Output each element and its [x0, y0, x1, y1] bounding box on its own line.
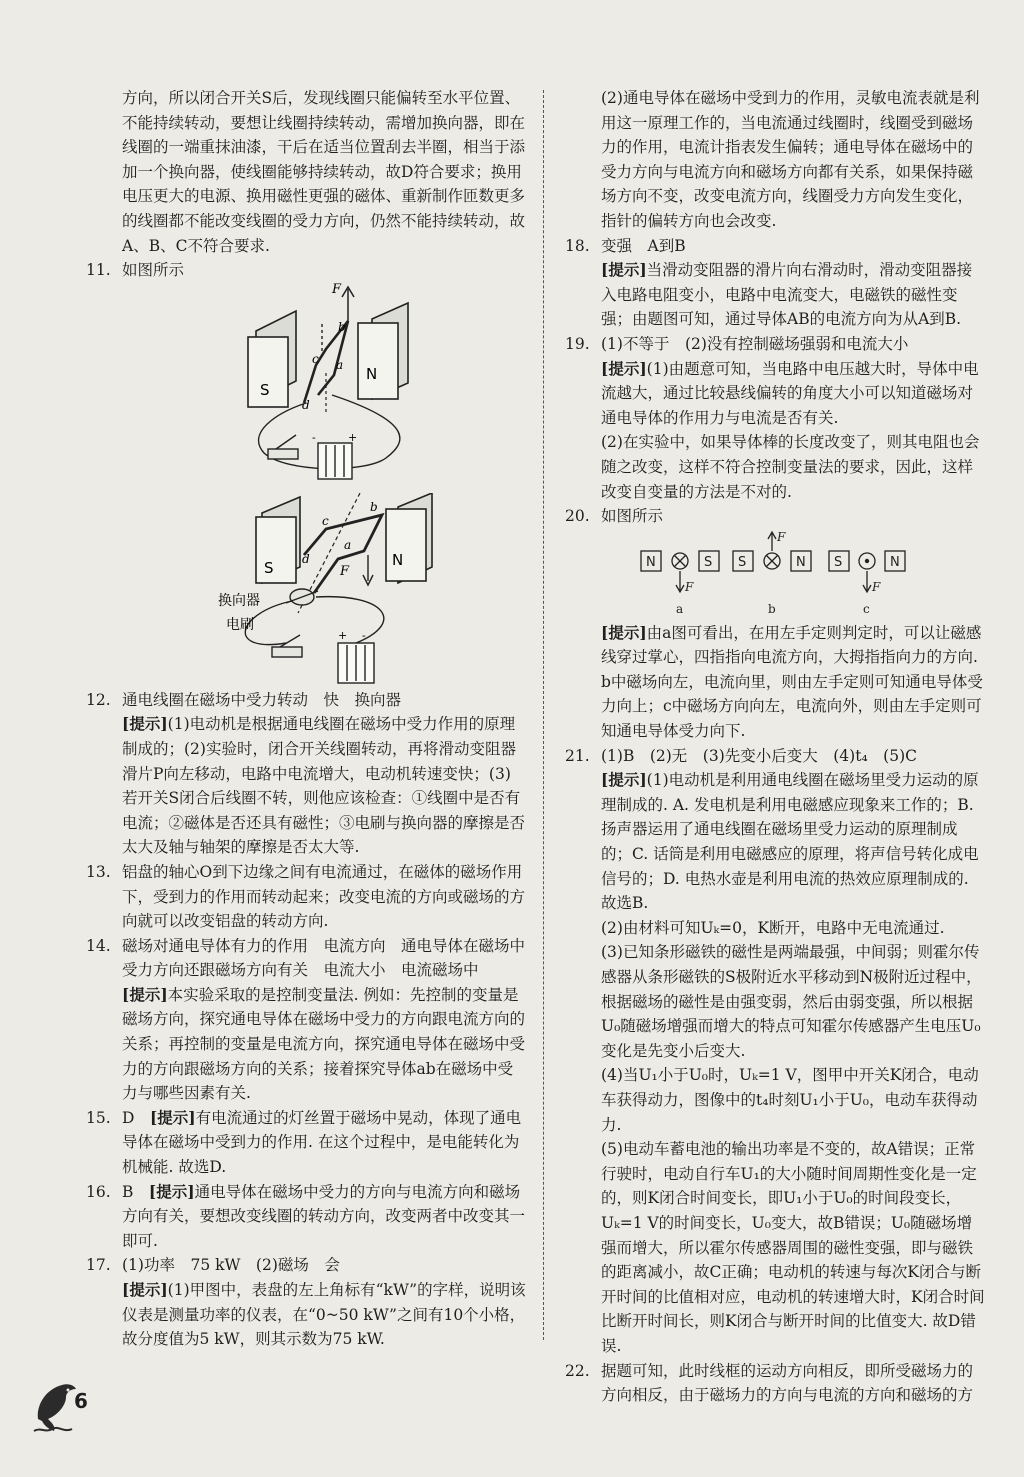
q17-hint: [提示](1)甲图中，表盘的左上角标有“kW”的字样，说明该仪表是测量功率的仪表，在“0~50 kW”之间有10个小格，故分度值为5 kW，则其示数为75 kW.: [122, 1280, 526, 1349]
question-14: 14. 磁场对通电导体有力的作用 电流方向 通电导体在磁场中受力方向还跟磁场方向有关 电流大小 电流磁场中: [86, 936, 526, 980]
question-19: 19. (1)不等于 (2)没有控制磁场强弱和电流大小: [565, 334, 909, 353]
plus-sign: +: [348, 430, 358, 444]
s-pole-label: S: [264, 558, 274, 577]
current-out-dot: [865, 558, 869, 562]
subfig-c-label: c: [863, 601, 870, 616]
brush-label: 电刷: [226, 616, 254, 633]
question-13: 13. 铝盘的轴心O到下边缘之间有电流通过，在磁体的磁场作用下，受到力的作用而转动起来；改变电流的方向或磁场的方向就可以改变铝盘的转动方向.: [86, 862, 526, 931]
question-11: 11. 如图所示: [86, 261, 185, 280]
commutator-label: 换向器: [218, 592, 260, 609]
force-label-c: F: [872, 579, 881, 594]
n-pole-label: N: [392, 550, 404, 569]
question-16: 16. B [提示]通电导体在磁场中受力的方向与电流方向和磁场方向有关，要想改变线圈的转动方向，改变两者中改变其一即可.: [86, 1181, 526, 1250]
fig-s-3: S: [834, 554, 843, 570]
subfig-b-label: b: [768, 601, 776, 616]
label-d: d: [302, 397, 310, 412]
s-pole-label: S: [260, 380, 270, 399]
fig-n-1: N: [646, 554, 656, 570]
q20-hint: [提示]由a图可看出，在用左手定则判定时，可以让磁感线穿过掌心，四指指向电流方向，大拇指指向力的方向. b中磁场向左，电流向里，则由左手定则可知通电导体受力向上；c中磁场方向向左，电流向外，则由左手定则可知通电导体受力向下.: [601, 622, 983, 741]
question-22: 22. 据题可知，此时线框的运动方向相反，即所受磁场力的方向相反，由于磁场力的方向与电流的方向和磁场的方: [565, 1361, 974, 1405]
dolphin-icon: [32, 1375, 78, 1435]
force-label: F: [332, 282, 342, 297]
label-b: b: [338, 319, 346, 334]
q21-part3: (3)已知条形磁铁的磁性是两端最强，中间弱；则霍尔传感器从条形磁铁的S极附近水平移动到N极附近过程中，根据磁场的磁性是由强变弱，然后由弱变强，所以根据U₀随磁场增强而增大的特点可知霍尔传感器产生电压U₀变化是先变小后变大.: [601, 943, 982, 1060]
q17-continuation: (2)通电导体在磁场中受到力的作用，灵敏电流表就是利用这一原理工作的，当电流通过线圈时，线圈受到磁场力的作用，电流计指表发生偏转；通电导体在磁场中的受力方向与电流方向和磁场方向都有关系，如果保持磁场方向不变，改变电流方向，线圈受力方向发生变化，指针的偏转方向也会改变.: [601, 89, 980, 230]
question-15: 15. D [提示]有电流通过的灯丝置于磁场中晃动，体现了通电导体在磁场中受到力的作用. 在这个过程中，是电能转化为机械能. 故选D.: [86, 1107, 522, 1177]
left-column: [86, 86, 526, 1352]
right-column: [565, 86, 987, 1408]
motor-figure-2: [86, 493, 526, 688]
plus-sign: +: [338, 628, 348, 642]
q21-part4: (4)当U₁小于U₀时，Uₖ=1 V，图甲中开关K闭合，电动车获得动力，图像中的t₄时刻U₁小于U₀，电动车获得动力.: [601, 1066, 979, 1134]
question-12: 12. 通电线圈在磁场中受力转动 快 换向器: [86, 690, 402, 709]
q19-hint-2: (2)在实验中，如果导体棒的长度改变了，则其电阻也会随之改变，这样不符合控制变量法的要求，因此，这样改变自变量的方法是不对的.: [601, 433, 980, 501]
question-17: 17. (1)功率 75 kW (2)磁场 会: [86, 1256, 340, 1275]
fig-n-3: N: [890, 554, 900, 570]
motor-figure-1: [86, 283, 526, 493]
label-c: c: [322, 513, 329, 528]
q21-part5: (5)电动车蓄电池的输出功率是不变的，故A错误；正常行驶时，电动自行车U₁的大小随时间周期性变化是一定的，则K闭合时间变长，即U₁小于U₀的时间段变长，Uₖ=1 V的时间变长，U₀变大，故B错误；U₀随磁场增强而增大，所以霍尔传感器周围的磁性变强，即与磁铁的距离减小，故C正确；电动机的转速与每次K闭合与断开时间的比值相对应，电动机的转速增大时，K闭合时间比断开时间长，则K闭合与断开时间的比值变大. 故D错误.: [601, 1140, 985, 1355]
label-a: a: [336, 357, 344, 372]
q10-continuation: 方向，所以闭合开关S后，发现线圈只能偏转至水平位置、不能持续转动，要想让线圈持续转动，需增加换向器，即在线圈的一端重抹油漆，干后在适当位置刮去半圈，相当于添加一个换向器，使线圈能够持续转动，故D符合要求；换用电压更大的电源、换用磁性更强的磁体、重新制作匝数更多的线圈都不能改变线圈的受力方向，仍然不能持续转动，故A、B、C不符合要求.: [122, 89, 526, 255]
label-d: d: [302, 551, 310, 566]
q21-hint: [提示](1)电动机是利用通电线圈在磁场里受力运动的原理制成的. A. 发电机是利用电磁感应现象来工作的；B. 扬声器运用了通电线圈在磁场里受力运动的原理制成的；C. 话筒是利用电磁感应的原理，将声信号转化成电信号的；D. 电热水壶是利用电流的热效应原理制成的. 故选B.: [601, 770, 979, 913]
minus-sign: -: [312, 430, 316, 444]
question-21: 21. (1)B (2)无 (3)先变小后变大 (4)t₄ (5)C: [565, 746, 917, 765]
q14-hint: [提示]本实验采取的是控制变量法. 例如：先控制的变量是磁场方向，探究通电导体在磁场中受力的方向跟电流方向的关系；再控制的变量是电流方向，探究通电导体在磁场中受力的方向跟磁场方向的关系；接着探究导体ab在磁场中受力与哪些因素有关.: [122, 984, 526, 1103]
force-label: F: [340, 563, 350, 579]
fig-n-2: N: [796, 554, 806, 570]
fig-s-2: S: [738, 554, 747, 570]
label-a: a: [344, 537, 352, 552]
page-number: 6: [74, 1389, 88, 1413]
minus-sign: -: [362, 628, 366, 642]
force-label-b: F: [777, 529, 786, 544]
label-b: b: [370, 499, 378, 514]
q18-hint: [提示]当滑动变阻器的滑片向右滑动时，滑动变阻器接入电路电阻变小，电路中电流变大，电磁铁的磁性变强；由题图可知，通过导体AB的电流方向为从A到B.: [601, 260, 973, 329]
n-pole-label: N: [366, 364, 378, 383]
subfig-a-label: a: [676, 601, 684, 616]
q19-hint: [提示](1)由题意可知，当电路中电压越大时，导体中电流越大，通过比较悬线偏转的角度大小可以知道磁场对通电导体的作用力与电流是否有关.: [601, 358, 979, 427]
fig-s-1: S: [704, 554, 713, 570]
left-hand-rule-figure: [565, 529, 987, 621]
label-c: c: [312, 351, 319, 366]
question-18: 18. 变强 A到B: [565, 236, 686, 255]
column-divider: [543, 90, 544, 1340]
question-20: 20. 如图所示: [565, 507, 664, 526]
page-number-block: [32, 1375, 92, 1435]
q12-hint: [提示](1)电动机是根据通电线圈在磁场中受力作用的原理制成的；(2)实验时，闭合开关线圈转动，再将滑动变阻器滑片P向左移动，电路中电流增大，电动机转速变快；(3)若开关S闭合后线圈不转，则他应该检查：①线圈中是否有电流；②磁体是否还具有磁性；③电刷与换向器的摩擦是否太大及轴与轴架的摩擦是否太大等.: [122, 714, 526, 857]
force-label-a: F: [685, 579, 694, 594]
q21-part2: (2)由材料可知Uₖ=0，K断开，电路中无电流通过.: [601, 918, 945, 937]
